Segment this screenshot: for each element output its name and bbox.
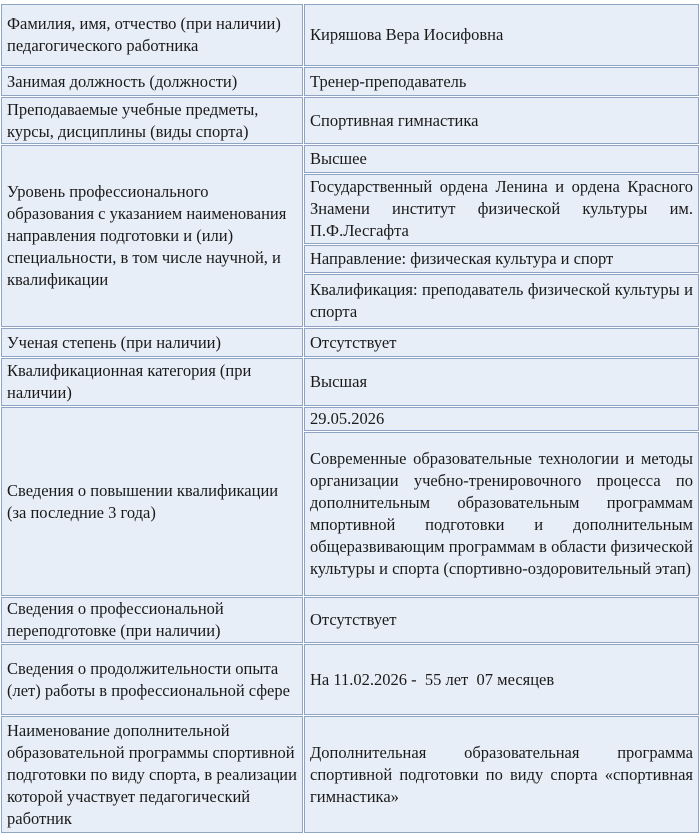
label-experience [1, 644, 303, 715]
value-training-description-text: Современные образовательные технологии и методы организации учебно-тренировочного процесса по дополнительным образовательным программам мпортивной подготовки и дополнительным общеразвивающим программам в области физической культуры и спорта (спортивно-оздоровительный этап) [310, 449, 693, 578]
label-retraining-text: Сведения о профессиональной переподготовке (при наличии) [7, 599, 224, 640]
label-position [1, 67, 303, 96]
label-training [1, 407, 303, 596]
value-training-date-text: 29.05.2026 [310, 409, 385, 428]
value-degree-text: Отсутствует [310, 332, 397, 352]
value-education-level-text: Высшее [310, 149, 367, 168]
label-retraining [1, 597, 303, 643]
value-education-institution-text: Государственный ордена Ленина и ордена Красного Знамени институт физической культуры им. П.Ф.Лесгафта [310, 177, 693, 240]
value-experience-text: На 11.02.2026 - 55 лет 07 месяцев [310, 669, 555, 689]
label-category-text: Квалификационная категория (при наличии) [7, 361, 252, 402]
label-position-text: Занимая должность (должности) [7, 71, 238, 91]
value-retraining-text: Отсутствует [310, 610, 397, 629]
label-subjects-text: Преподаваемые учебные предметы, курсы, дисциплины (виды спорта) [7, 99, 259, 141]
value-experience [304, 644, 699, 715]
label-training-text: Сведения о повышении квалификации (за последние 3 года) [7, 480, 279, 522]
value-category [304, 358, 699, 406]
label-name-text: Фамилия, имя, отчество (при наличии) педагогического работника [7, 14, 281, 55]
label-education-text: Уровень профессионального образования с указанием наименования направления подготовки и (или) специальности, в том числе научной, и квалификации [7, 182, 287, 289]
value-education-direction-text: Направление: физическая культура и спорт [310, 249, 614, 268]
value-training-description [304, 432, 699, 596]
value-position [304, 67, 699, 96]
value-name-text: Киряшова Вера Иосифовна [310, 25, 504, 44]
label-experience-text: Сведения о продолжительности опыта (лет) работы в профессиональной сфере [7, 658, 290, 700]
label-degree [1, 328, 303, 357]
value-education-level [304, 145, 699, 173]
label-program-text: Наименование дополнительной образовательной программы спортивной подготовки по виду спорта, в реализации которой участвует педагогический работник [7, 720, 297, 828]
value-position-text: Тренер-преподаватель [310, 71, 467, 91]
value-degree [304, 328, 699, 357]
value-name [304, 4, 699, 66]
value-program-text: Дополнительная образовательная программа спортивной подготовки по виду спорта «спортивная гимнастика» [310, 742, 693, 806]
label-subjects [1, 97, 303, 144]
value-retraining [304, 597, 699, 643]
value-subjects [304, 97, 699, 144]
label-name [1, 4, 303, 66]
label-program [1, 716, 303, 833]
label-category [1, 358, 303, 406]
value-training-date [304, 407, 699, 431]
value-education-qualification [304, 274, 699, 327]
value-program [304, 716, 699, 833]
value-education-qualification-text: Квалификация: преподаватель физической культуры и спорта [310, 279, 693, 321]
label-degree-text: Ученая степень (при наличии) [7, 332, 222, 352]
value-education-direction [304, 245, 699, 273]
value-subjects-text: Спортивная гимнастика [310, 110, 479, 130]
label-education [1, 145, 303, 327]
value-education-institution [304, 174, 699, 244]
value-category-text: Высшая [310, 372, 368, 391]
